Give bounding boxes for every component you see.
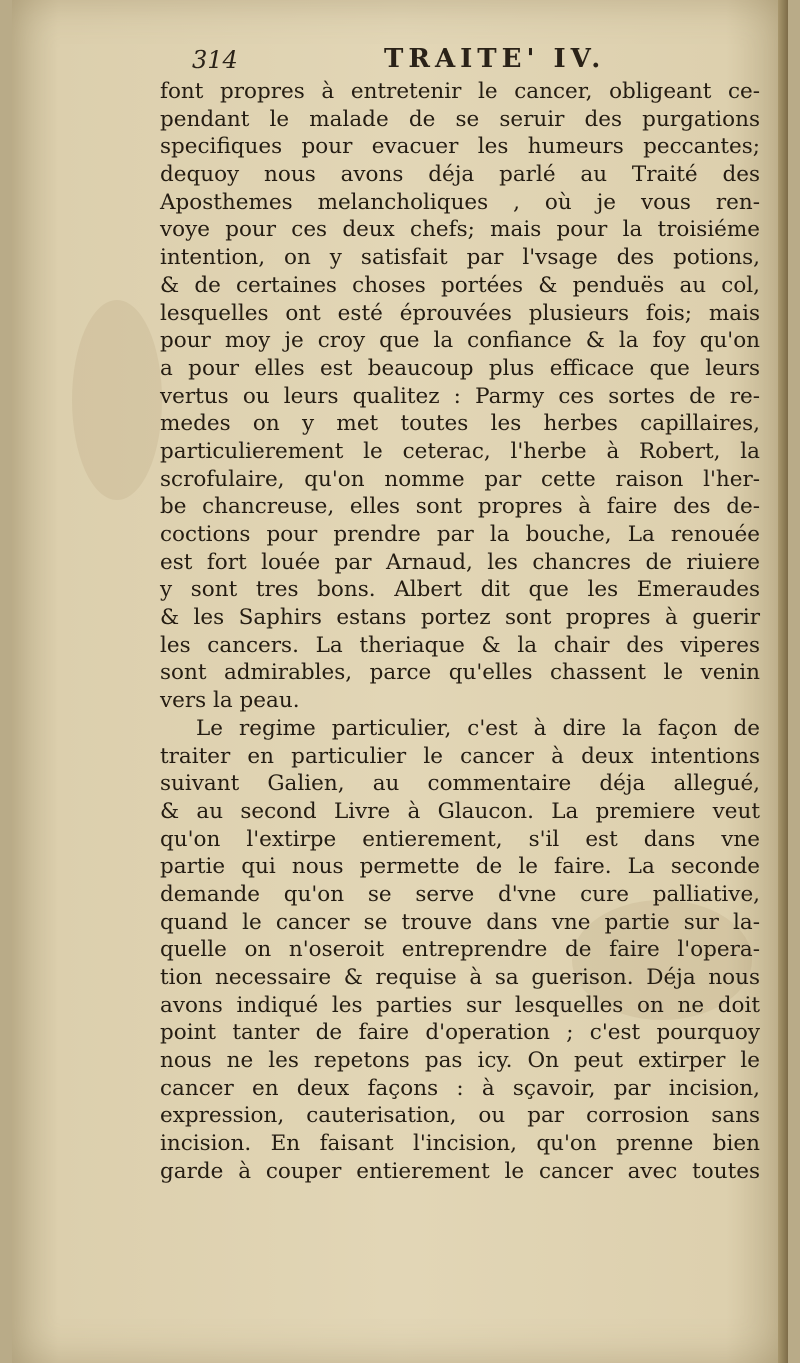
text-line: quelle on n'oseroit entreprendre de faire l'opera- (160, 937, 760, 963)
text-line: medes on y met toutes les herbes capillaires, (160, 411, 760, 437)
text-line: est fort louée par Arnaud, les chancres de riuiere (160, 549, 760, 575)
running-head: TRAITE' IV. (384, 44, 606, 74)
text-line: intention, on y satisfait par l'vsage des potions, (160, 245, 760, 271)
text-line: incision. En faisant l'incision, qu'on prenne bien (160, 1131, 760, 1157)
text-line: expression, cauterisation, ou par corrosion sans (160, 1103, 760, 1129)
text-line: suivant Galien, au commentaire déja allegué, (160, 771, 760, 797)
text-line: qu'on l'extirpe entierement, s'il est dans vne (160, 826, 760, 852)
text-line: cancer en deux façons : à sçavoir, par incision, (160, 1075, 760, 1101)
text-line: font propres à entretenir le cancer, obligeant ce- (160, 79, 760, 104)
text-line: & les Saphirs estans portez sont propres à guerir (160, 605, 760, 631)
text-line: vertus ou leurs qualitez : Parmy ces sortes de re- (160, 383, 760, 409)
text-line: & de certaines choses portées & penduës au col, (160, 272, 760, 298)
text-line: pour moy je croy que la confiance & la foy qu'on (160, 328, 760, 354)
text-line: avons indiqué les parties sur lesquelles on ne doit (160, 992, 760, 1018)
text-line: dequoy nous avons déja parlé au Traité des (160, 162, 760, 188)
text-line: be chancreuse, elles sont propres à faire des de- (160, 494, 760, 520)
text-line: Le regime particulier, c'est à dire la façon de (196, 715, 760, 741)
text-line: traiter en particulier le cancer à deux intentions (160, 743, 760, 769)
text-line: point tanter de faire d'operation ; c'est pourquoy (160, 1020, 760, 1046)
text-line: lesquelles ont esté éprouvées plusieurs fois; mais (160, 300, 760, 326)
text-line: particulierement le ceterac, l'herbe à Robert, la (160, 438, 760, 464)
text-line: sont admirables, parce qu'elles chassent le venin (160, 660, 760, 686)
text-line: a pour elles est beaucoup plus efficace que leurs (160, 355, 760, 381)
page-edge (778, 0, 788, 1363)
text-line: voye pour ces deux chefs; mais pour la troisiéme (160, 217, 760, 243)
page-number: 314 (192, 46, 238, 74)
text-line: y sont tres bons. Albert dit que les Emeraudes (160, 577, 760, 603)
text-line: & au second Livre à Glaucon. La premiere veut (160, 798, 760, 824)
text-line: specifiques pour evacuer les humeurs peccantes; (160, 134, 760, 160)
text-line: pendant le malade de se seruir des purgations (160, 106, 760, 132)
text-line: scrofulaire, qu'on nomme par cette raison l'her- (160, 466, 760, 492)
text-line: les cancers. La theriaque & la chair des viperes (160, 632, 760, 658)
text-line: garde à couper entierement le cancer avec toutes (160, 1158, 760, 1184)
body-text (160, 78, 760, 1186)
text-line: tion necessaire & requise à sa guerison. Déja nous (160, 965, 760, 990)
text-line: demande qu'on se serve d'vne cure palliative, (160, 881, 760, 907)
text-line: vers la peau. (160, 688, 300, 714)
text-line: partie qui nous permette de le faire. La seconde (160, 854, 760, 880)
text-line: coctions pour prendre par la bouche, La renouée (160, 522, 760, 547)
text-line: nous ne les repetons pas icy. On peut extirper le (160, 1048, 760, 1074)
text-line: quand le cancer se trouve dans vne partie sur la- (160, 909, 760, 935)
paper-stain (72, 300, 162, 500)
text-line: Aposthemes melancholiques , où je vous ren- (160, 189, 760, 215)
